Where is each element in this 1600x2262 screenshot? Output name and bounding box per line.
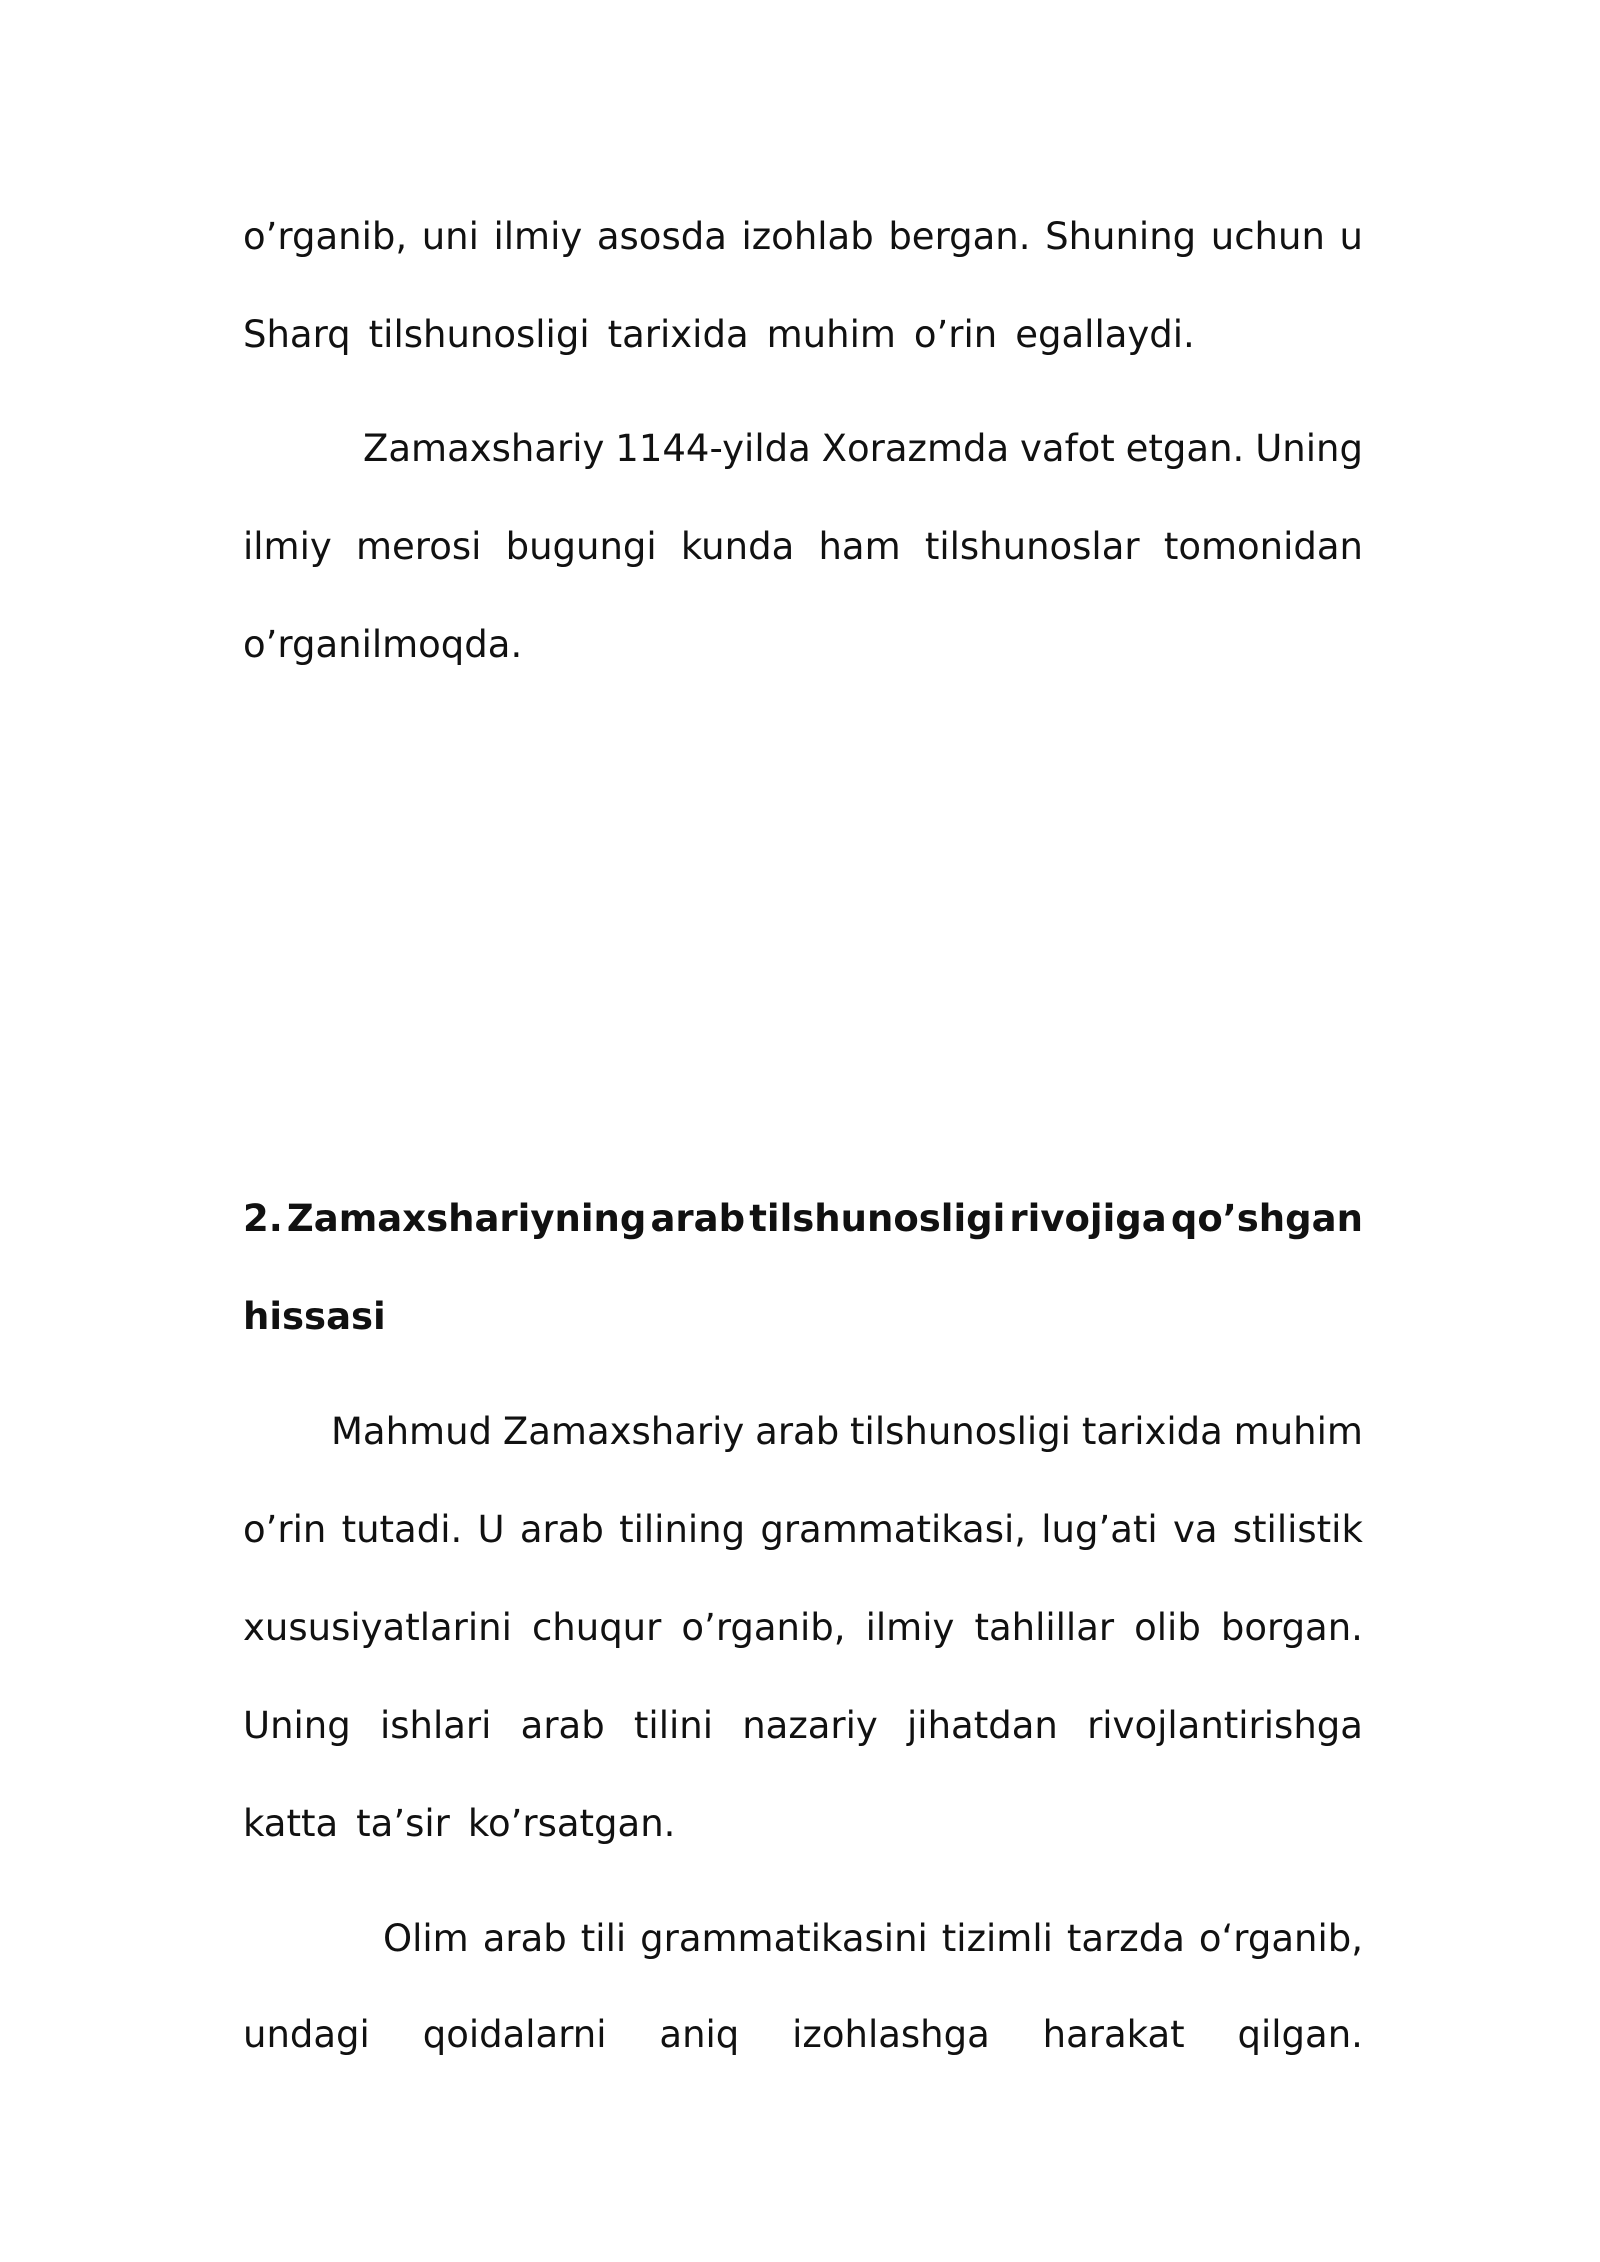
- word: uni: [421, 215, 479, 258]
- word: tarixida: [1081, 1410, 1223, 1453]
- word: ishlari: [379, 1704, 492, 1747]
- text-line: [243, 1701, 1363, 1751]
- word: ilmiy: [865, 1606, 955, 1649]
- word: Mahmud: [331, 1410, 493, 1453]
- word: o’rganilmoqda.: [243, 623, 523, 666]
- word: tarixida: [607, 313, 749, 356]
- text-line: [383, 1914, 1363, 1964]
- word: 1144-yilda: [615, 427, 811, 470]
- word: rivojlantirishga: [1087, 1704, 1363, 1747]
- word: bergan.: [888, 215, 1031, 258]
- text-line: [243, 2010, 1363, 2060]
- word: o’rganib,: [243, 215, 408, 258]
- word: ko’rsatgan.: [467, 1802, 676, 1845]
- word: tilshunosligi: [368, 313, 590, 356]
- word: ham: [818, 525, 901, 568]
- word: Xorazmda: [821, 427, 1010, 470]
- word: o‘rganib,: [1198, 1917, 1363, 1960]
- word: arab: [755, 1410, 840, 1453]
- word: tizimli: [941, 1917, 1053, 1960]
- word: u: [1339, 215, 1363, 258]
- word: bugungi: [505, 525, 657, 568]
- word: grammatikasi,: [760, 1508, 1027, 1551]
- word: Uning: [243, 1704, 351, 1747]
- text-line: [331, 1407, 1363, 1457]
- text-line: [243, 1505, 1363, 1555]
- word: rivojiga: [1009, 1197, 1167, 1240]
- word: tilini: [633, 1704, 713, 1747]
- word: ilmiy: [493, 215, 583, 258]
- word: o’rganib,: [681, 1606, 846, 1649]
- word: izohlashga: [792, 2013, 990, 2056]
- word: uchun: [1210, 215, 1325, 258]
- word: Zamaxshariy: [363, 427, 605, 470]
- word: Sharq: [243, 313, 351, 356]
- word: tahlillar: [974, 1606, 1115, 1649]
- text-line: [243, 620, 1363, 670]
- word: lug’ati: [1041, 1508, 1158, 1551]
- word: qo’shgan: [1170, 1197, 1363, 1240]
- word: Zamaxshariy: [502, 1410, 745, 1453]
- word: qoidalarni: [422, 2013, 607, 2056]
- word: hissasi: [243, 1295, 386, 1338]
- text-line: [243, 310, 1363, 360]
- word: kunda: [680, 525, 795, 568]
- word: U: [477, 1508, 505, 1551]
- word: etgan.: [1125, 427, 1245, 470]
- word: katta: [243, 1802, 339, 1845]
- text-line: [363, 424, 1363, 474]
- word: tilining: [619, 1508, 746, 1551]
- text-line: [243, 212, 1363, 262]
- word: muhim: [766, 313, 896, 356]
- word: undagi: [243, 2013, 370, 2056]
- word: asosda: [596, 215, 727, 258]
- word: aniq: [659, 2013, 740, 2056]
- word: vafot: [1020, 427, 1115, 470]
- word: arab: [520, 1704, 605, 1747]
- word: tutadi.: [341, 1508, 463, 1551]
- word: tomonidan: [1163, 525, 1363, 568]
- word: arab: [650, 1197, 746, 1240]
- section-heading: [243, 1194, 1363, 1244]
- word: merosi: [355, 525, 482, 568]
- word: Olim: [383, 1917, 469, 1960]
- word: o’rin: [913, 313, 998, 356]
- word: tilshunoslar: [924, 525, 1140, 568]
- word: ta’sir: [356, 1802, 450, 1845]
- word: ilmiy: [243, 525, 332, 568]
- word: o’rin: [243, 1508, 327, 1551]
- word: jihatdan: [907, 1704, 1058, 1747]
- word: grammatikasini: [640, 1917, 928, 1960]
- text-line: [243, 1603, 1363, 1653]
- word: olib: [1134, 1606, 1201, 1649]
- word: Uning: [1255, 427, 1363, 470]
- word: egallaydi.: [1015, 313, 1195, 356]
- word: va: [1172, 1508, 1218, 1551]
- word: xususiyatlarini: [243, 1606, 512, 1649]
- text-line: [243, 1799, 1363, 1849]
- word: nazariy: [742, 1704, 878, 1747]
- word: izohlab: [741, 215, 874, 258]
- section-heading: [243, 1292, 1363, 1342]
- word: tili: [580, 1917, 627, 1960]
- word: chuqur: [531, 1606, 662, 1649]
- word: 2.: [243, 1197, 283, 1240]
- word: tilshunosligi: [749, 1197, 1006, 1240]
- word: qilgan.: [1237, 2013, 1363, 2056]
- word: harakat: [1042, 2013, 1185, 2056]
- word: Zamaxshariyning: [286, 1197, 647, 1240]
- word: tilshunosligi: [850, 1410, 1071, 1453]
- word: stilistik: [1232, 1508, 1363, 1551]
- word: arab: [519, 1508, 604, 1551]
- word: arab: [482, 1917, 567, 1960]
- word: tarzda: [1066, 1917, 1185, 1960]
- text-line: [243, 522, 1363, 572]
- word: muhim: [1233, 1410, 1363, 1453]
- word: Shuning: [1045, 215, 1197, 258]
- word: borgan.: [1220, 1606, 1363, 1649]
